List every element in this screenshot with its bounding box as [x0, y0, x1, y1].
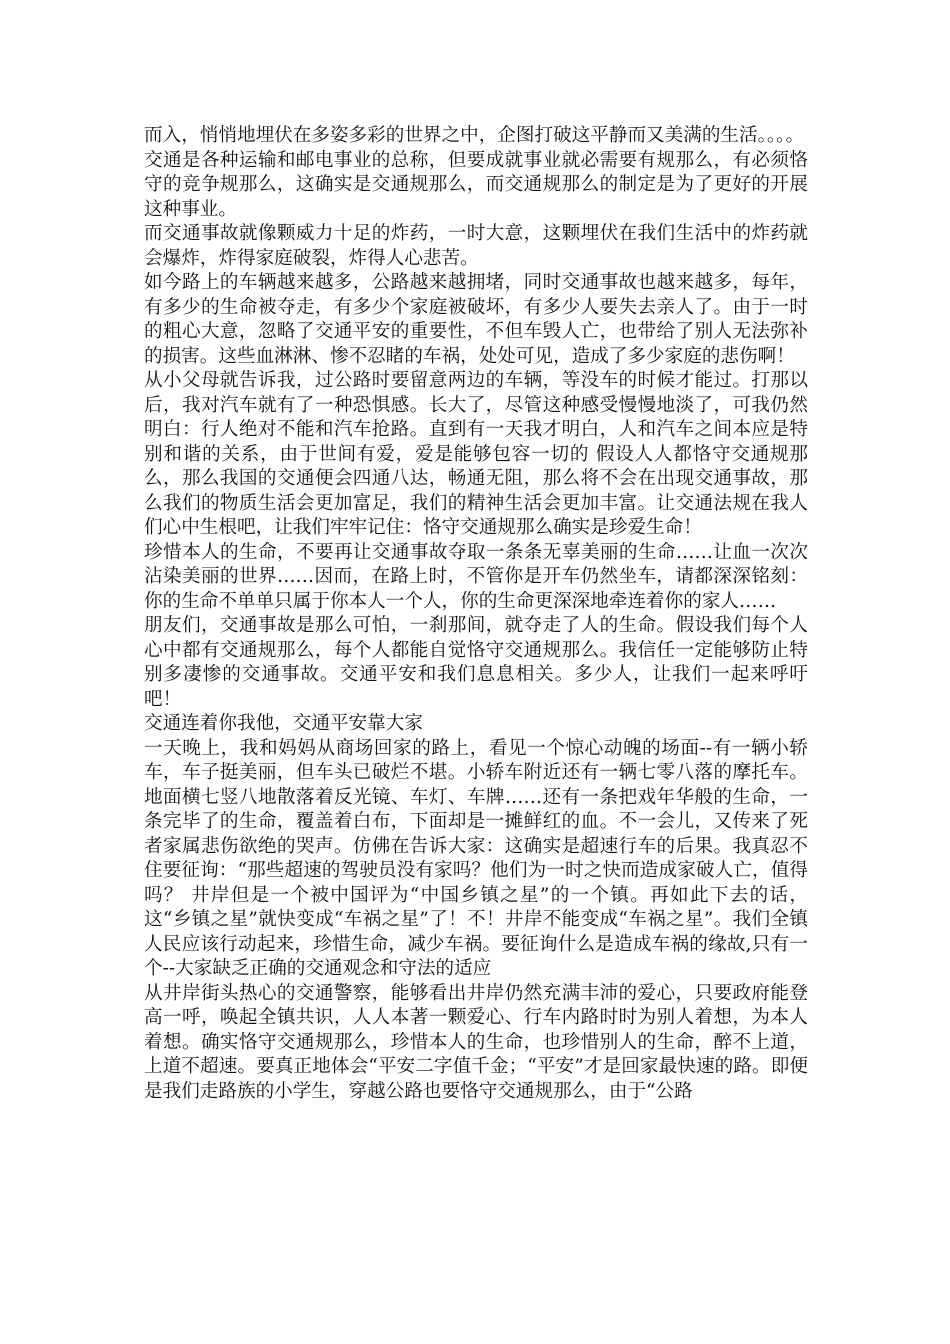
paragraph-8: 一天晚上，我和妈妈从商场回家的路上，看见一个惊心动魄的场面--有一辆小轿车，车子挺美丽，但车头已破烂不堪。小轿车附近还有一辆七零八落的摩托车。地面横七竖八地散落着反光镜、车灯、车牌……还有一条把戏年华般的生命，一条完毕了的生命，覆盖着白布，下面却是一摊鲜红的血。不一会儿，又传来了死者家属悲伤欲绝的哭声。仿佛在告诉大家：这确实是超速行车的后果。我真忍不住要征询：“那些超速的驾驶员没有家吗？他们为一时之快而造成家破人亡，值得吗？ 井岸但是一个被中国评为“中国乡镇之星”的一个镇。再如此下去的话，这“乡镇之星”就快变成“车祸之星”了！不！井岸不能变成“车祸之星”。我们全镇人民应该行动起来，珍惜生命，减少车祸。要征询什么是造成车祸的缘故,只有一个--大家缺乏正确的交通观念和守法的适应 — [144, 737, 808, 979]
paragraph-6: 珍惜本人的生命，不要再让交通事故夺取一条条无辜美丽的生命……让血一次次沾染美丽的世界……因而，在路上时，不管你是开车仍然坐车，请都深深铭刻：你的生命不单单只属于你本人一个人，你的生命更深深地牵连着你的家人…… — [144, 541, 808, 612]
section-heading: 交通连着你我他，交通平安靠大家 — [144, 713, 423, 734]
paragraph-7: 朋友们，交通事故是那么可怕，一刹那间，就夺走了人的生命。假设我们每个人心中都有交通规那么，每个人都能自觉恪守交通规那么。我信任一定能够防止特别多凄惨的交通事故。交通平安和我们息息相关。多少人，让我们一起来呼吁吧！ — [144, 615, 808, 710]
document-body — [144, 124, 808, 1104]
paragraph-1: 而入，悄悄地埋伏在多姿多彩的世界之中，企图打破这平静而又美满的生活。。。。 — [144, 125, 805, 146]
paragraph-5: 从小父母就告诉我，过公路时要留意两边的车辆，等没车的时候才能过。打那以后，我对汽车就有了一种恐惧感。长大了，尽管这种感受慢慢地淡了，可我仍然明白：行人绝对不能和汽车抢路。直到有一天我才明白，人和汽车之间本应是特别和谐的关系，由于世间有爱，爱是能够包容一切的 假设人人都恪守交通规那么，那么我国的交通便会四通八达，畅通无阻，那么将不会在出现交通事故，那么我们的物质生活会更加富足，我们的精神生活会更加丰富。让交通法规在我人们心中生根吧，让我们牢牢记住：恪守交通规那么确实是珍爱生命！ — [144, 370, 808, 538]
paragraph-9: 从井岸街头热心的交通警察，能够看出井岸仍然充满丰沛的爱心，只要政府能登高一呼，唤起全镇共识，人人本著一颗爱心、行车内路时时为别人着想，为本人着想。确实恪守交通规那么，珍惜本人的生命，也珍惜别人的生命，醉不上道，上道不超速。要真正地体会“平安二字值千金；“平安”才是回家最快速的路。即便是我们走路族的小学生，穿越公路也要恪守交通规那么，由于“公路 — [144, 982, 808, 1102]
paragraph-2: 交通是各种运输和邮电事业的总称，但要成就事业就必需要有规那么，有必须恪守的竞争规那么，这确实是交通规那么，而交通规那么的制定是为了更好的开展这种事业。 — [144, 149, 808, 220]
paragraph-4: 如今路上的车辆越来越多，公路越来越拥堵，同时交通事故也越来越多，每年，有多少的生命被夺走，有多少个家庭被破坏，有多少人要失去亲人了。由于一时的粗心大意，忽略了交通平安的重要性，不但车毁人亡，也带给了别人无法弥补的损害。这些血淋淋、惨不忍睹的车祸，处处可见，造成了多少家庭的悲伤啊！ — [144, 272, 808, 367]
paragraph-3: 而交通事故就像颗威力十足的炸药，一时大意，这颗埋伏在我们生活中的炸药就会爆炸，炸得家庭破裂，炸得人心悲苦。 — [144, 223, 808, 269]
